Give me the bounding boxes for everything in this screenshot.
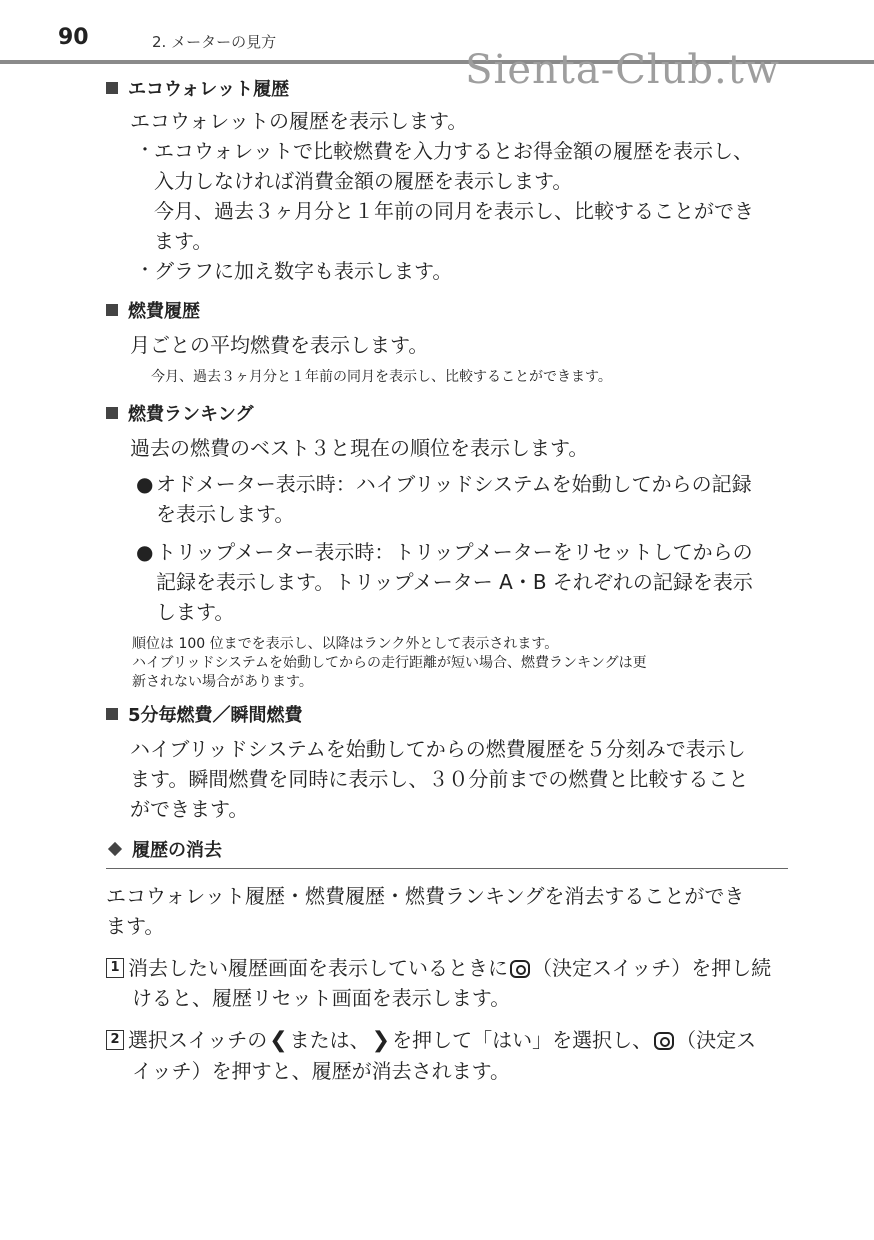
page-content [106, 76, 788, 1086]
fuel-ranking-intro: 過去の燃費のベスト３と現在の順位を表示します。 [130, 436, 589, 460]
step-number: 1 [106, 958, 124, 978]
step-1: 1 消去したい履歴画面を表示しているときに （決定スイッチ）を押し続 けると、履歴リセット画面を表示します。 [106, 953, 788, 1013]
subsection-title-clear-history: 履歴の消去 [106, 836, 788, 869]
list-item: ● オドメーター表示時：ハイブリッドシステムを始動してからの記録 を表示します。 [136, 472, 752, 526]
fuel-history-note: 今月、過去３ヶ月分と１年前の同月を表示し、比較することができます。 [151, 369, 612, 385]
five-minute-body: ハイブリッドシステムを始動してからの燃費履歴を５分刻みで表示し ます。瞬間燃費を同時に表示し、３０分前までの燃費と比較すること ができます。 [130, 737, 749, 821]
step-2: 2 選択スイッチの❮ または、❯ を押して「はい」を選択し、 （決定ス イッチ）を押すと、履歴が消去されます。 [106, 1025, 788, 1086]
watermark: Sienta-Club.tw [465, 47, 780, 93]
section-title-five-minute: 5分毎燃費／瞬間燃費 [106, 702, 788, 726]
eco-wallet-intro: エコウォレットの履歴を表示します。 [130, 109, 468, 133]
enter-switch-icon [654, 1032, 674, 1050]
clear-history-intro: エコウォレット履歴・燃費履歴・燃費ランキングを消去することができ ます。 [106, 884, 745, 938]
list-item: ・ グラフに加え数字も表示します。 [136, 259, 453, 283]
chapter-title: 2. メーターの見方 [152, 33, 277, 51]
list-item: ・ エコウォレットで比較燃費を入力するとお得金額の履歴を表示し、 入力しなければ消費金額の履歴を表示します。 今月、過去３ヶ月分と１年前の同月を表示し、比較することができ ます。 [136, 139, 754, 253]
chevron-right-icon: ❯ [371, 1028, 391, 1053]
diamond-icon [108, 842, 122, 856]
section-title-fuel-history: 燃費履歴 [106, 298, 788, 322]
list-item: ● トリップメーター表示時：トリップメーターをリセットしてからの 記録を表示します。トリップメーター A・B それぞれの記録を表示 します。 [136, 540, 753, 624]
square-bullet-icon [106, 82, 118, 94]
page-number: 90 [58, 25, 89, 50]
section-title-eco-wallet: エコウォレット履歴 [106, 76, 788, 100]
section-title-fuel-ranking: 燃費ランキング [106, 401, 788, 425]
fuel-ranking-notes: 順位は 100 位までを表示し、以降はランク外として表示されます。 ハイブリッドシステムを始動してからの走行距離が短い場合、燃費ランキングは更 新されない場合があります。 [132, 636, 647, 690]
enter-switch-icon [510, 960, 530, 978]
square-bullet-icon [106, 304, 118, 316]
fuel-history-intro: 月ごとの平均燃費を表示します。 [130, 333, 429, 357]
square-bullet-icon [106, 407, 118, 419]
square-bullet-icon [106, 708, 118, 720]
chevron-left-icon: ❮ [269, 1028, 288, 1053]
step-number: 2 [106, 1030, 124, 1050]
